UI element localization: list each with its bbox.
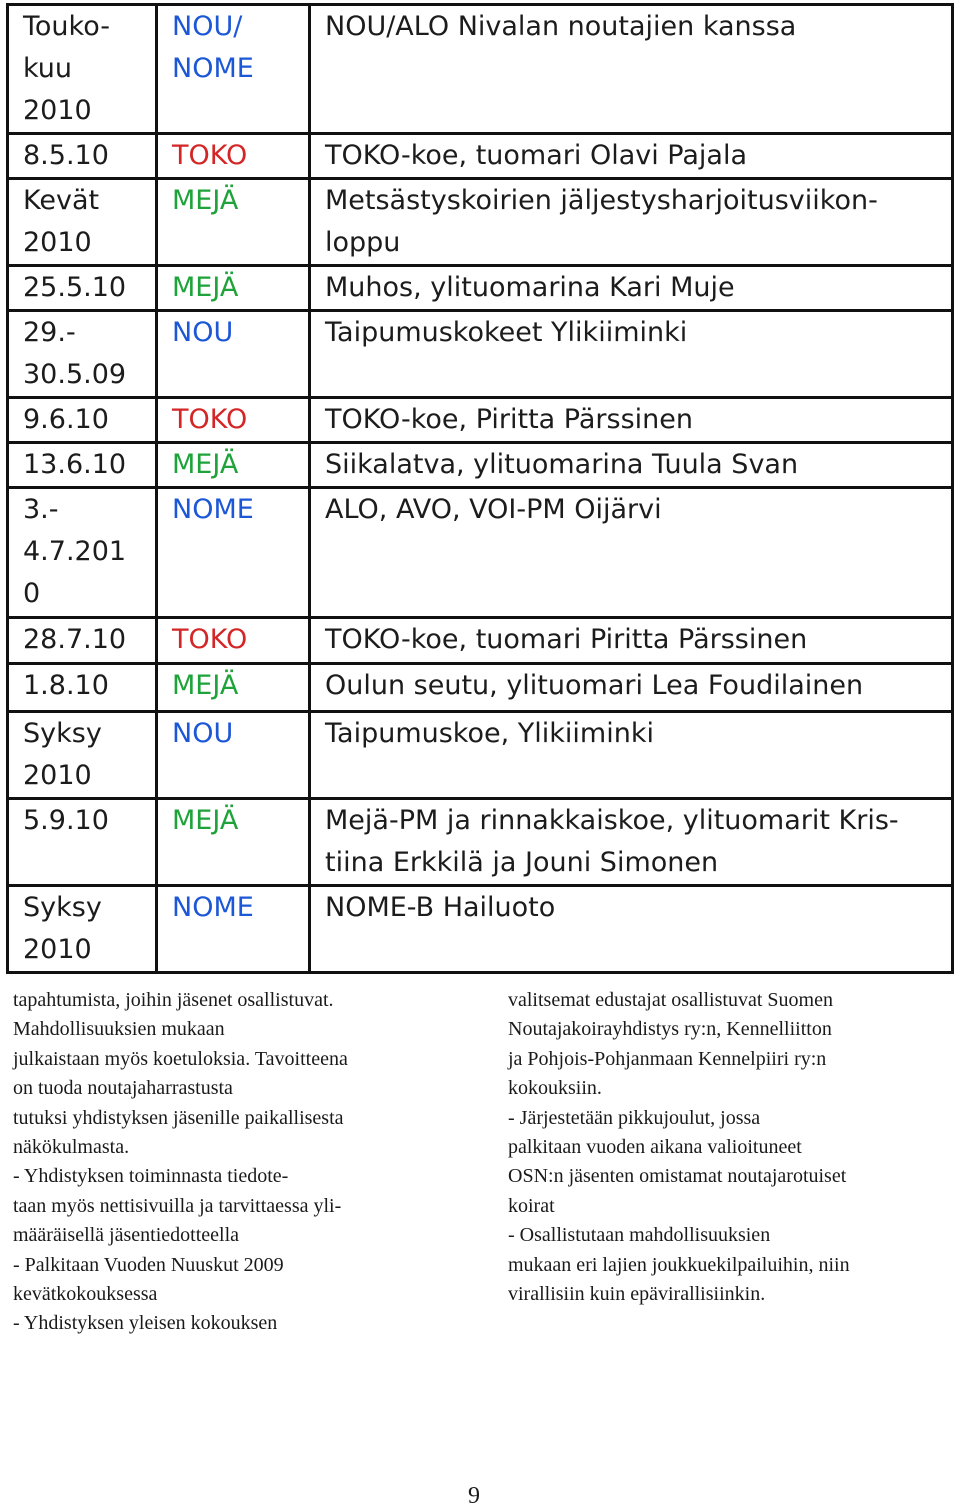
- event-description: TOKO-koe, tuomari Olavi Pajala: [310, 134, 953, 179]
- text-line: ja Pohjois-Pohjanmaan Kennelpiiri ry:n: [508, 1047, 827, 1070]
- text-line: palkitaan vuoden aikana valioituneet: [508, 1136, 802, 1159]
- event-date: Syksy 2010: [8, 712, 157, 799]
- text-line: - Palkitaan Vuoden Nuuskut 2009: [13, 1253, 284, 1276]
- event-category: MEJÄ: [157, 799, 310, 886]
- text-line: on tuoda noutajaharrastusta: [13, 1077, 233, 1100]
- event-category: MEJÄ: [157, 664, 310, 712]
- text-line: mukaan eri lajien joukkuekilpailuihin, niin: [508, 1253, 850, 1276]
- page-number: 9: [468, 1483, 480, 1509]
- event-date: 5.9.10: [8, 799, 157, 886]
- event-category: TOKO: [157, 398, 310, 443]
- left-text-column: [13, 986, 453, 1339]
- event-description: ALO, AVO, VOI-PM Oijärvi: [310, 488, 953, 618]
- event-description: NOU/ALO Nivalan noutajien kanssa: [310, 5, 953, 134]
- event-description: Mejä-PM ja rinnakkaiskoe, ylituomarit Kris- tiina Erkkilä ja Jouni Simonen: [310, 799, 953, 886]
- event-category: TOKO: [157, 134, 310, 179]
- event-row: [8, 488, 953, 618]
- event-row: [8, 311, 953, 398]
- event-schedule-table: [6, 3, 954, 974]
- event-row: [8, 179, 953, 266]
- text-line: julkaistaan myös koetuloksia. Tavoitteena: [13, 1047, 348, 1070]
- event-row: [8, 618, 953, 664]
- event-row: [8, 5, 953, 134]
- event-description: Taipumuskokeet Ylikiiminki: [310, 311, 953, 398]
- event-description: Siikalatva, ylituomarina Tuula Svan: [310, 443, 953, 488]
- event-date: 13.6.10: [8, 443, 157, 488]
- text-line: tutuksi yhdistyksen jäsenille paikallisesta: [13, 1106, 344, 1129]
- event-row: [8, 886, 953, 973]
- event-category: NOME: [157, 886, 310, 973]
- text-line: näkökulmasta.: [13, 1136, 130, 1159]
- event-row: [8, 134, 953, 179]
- event-description: TOKO-koe, Piritta Pärssinen: [310, 398, 953, 443]
- event-category: MEJÄ: [157, 179, 310, 266]
- text-line: valitsemat edustajat osallistuvat Suomen: [508, 989, 833, 1011]
- event-description: TOKO-koe, tuomari Piritta Pärssinen: [310, 618, 953, 664]
- text-line: koirat: [508, 1194, 555, 1217]
- event-row: [8, 799, 953, 886]
- event-row: [8, 712, 953, 799]
- event-category: NOU: [157, 712, 310, 799]
- text-line: määräisellä jäsentiedotteella: [13, 1224, 239, 1247]
- text-line: kokouksiin.: [508, 1077, 602, 1100]
- event-row: [8, 443, 953, 488]
- event-row: [8, 398, 953, 443]
- right-text-column: [508, 986, 953, 1309]
- event-description: Muhos, ylituomarina Kari Muje: [310, 266, 953, 311]
- event-description: Taipumuskoe, Ylikiiminki: [310, 712, 953, 799]
- event-category: TOKO: [157, 618, 310, 664]
- event-date: Touko- kuu 2010: [8, 5, 157, 134]
- text-line: - Järjestetään pikkujoulut, jossa: [508, 1106, 761, 1129]
- event-description: Oulun seutu, ylituomari Lea Foudilainen: [310, 664, 953, 712]
- event-category: NOU/ NOME: [157, 5, 310, 134]
- text-line: kevätkokouksessa: [13, 1283, 158, 1306]
- event-date: 25.5.10: [8, 266, 157, 311]
- event-category: MEJÄ: [157, 443, 310, 488]
- text-line: OSN:n jäsenten omistamat noutajarotuiset: [508, 1165, 847, 1188]
- text-line: Noutajakoirayhdistys ry:n, Kennelliitton: [508, 1018, 832, 1041]
- event-category: NOU: [157, 311, 310, 398]
- event-category: MEJÄ: [157, 266, 310, 311]
- event-date: 9.6.10: [8, 398, 157, 443]
- event-row: [8, 266, 953, 311]
- text-line: - Yhdistyksen toiminnasta tiedote-: [13, 1165, 289, 1188]
- event-date: 1.8.10: [8, 664, 157, 712]
- text-line: - Yhdistyksen yleisen kokouksen: [13, 1312, 278, 1335]
- text-line: virallisiin kuin epävirallisiinkin.: [508, 1283, 766, 1306]
- text-line: tapahtumista, joihin jäsenet osallistuvat.: [13, 989, 334, 1011]
- event-date: 3.- 4.7.201 0: [8, 488, 157, 618]
- event-date: Kevät 2010: [8, 179, 157, 266]
- text-line: taan myös nettisivuilla ja tarvittaessa yli-: [13, 1194, 342, 1217]
- event-date: 8.5.10: [8, 134, 157, 179]
- text-line: Mahdollisuuksien mukaan: [13, 1018, 225, 1041]
- event-schedule-body: [8, 5, 953, 973]
- event-category: NOME: [157, 488, 310, 618]
- event-date: Syksy 2010: [8, 886, 157, 973]
- text-line: - Osallistutaan mahdollisuuksien: [508, 1224, 771, 1247]
- event-date: 28.7.10: [8, 618, 157, 664]
- event-description: Metsästyskoirien jäljestysharjoitusviikon- loppu: [310, 179, 953, 266]
- event-description: NOME-B Hailuoto: [310, 886, 953, 973]
- event-row: [8, 664, 953, 712]
- event-date: 29.- 30.5.09: [8, 311, 157, 398]
